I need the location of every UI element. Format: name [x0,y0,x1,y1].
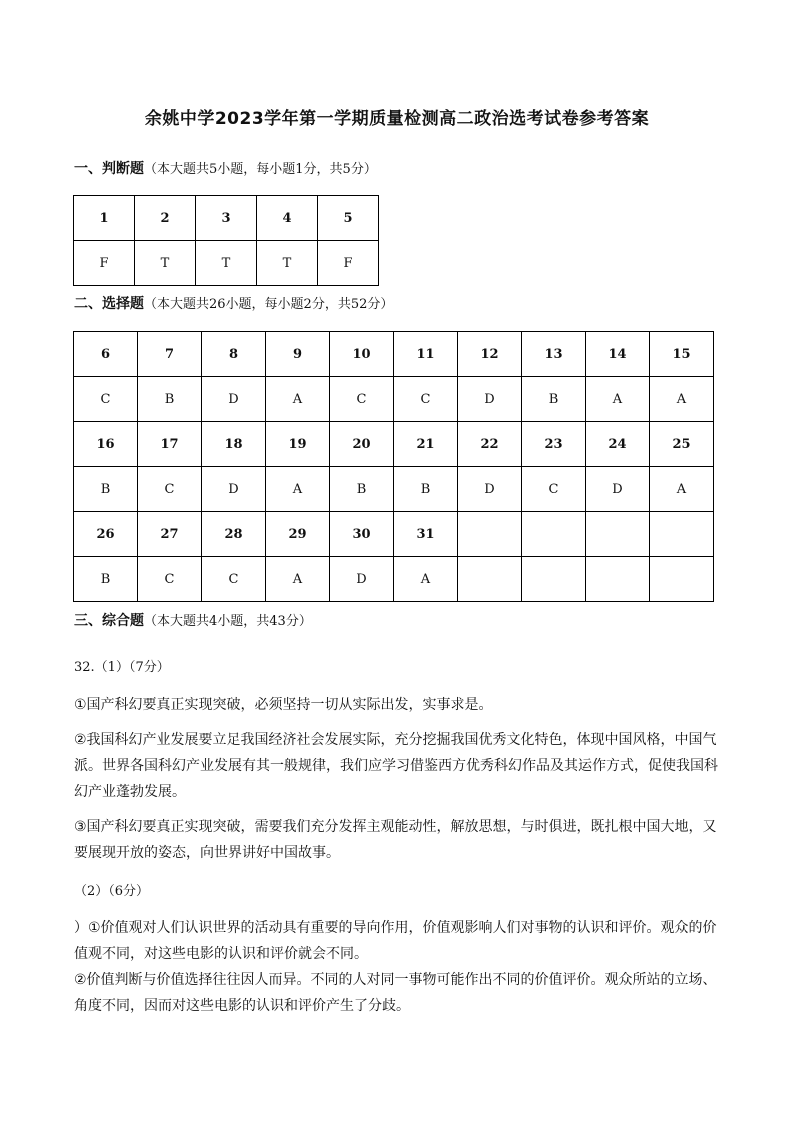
question-number: 2 [135,196,196,241]
answer-cell: A [650,467,714,512]
table-row [74,467,714,512]
answer-cell: A [266,557,330,602]
question-number: 26 [74,512,138,557]
true-false-answer-table [73,195,379,286]
question-number: 15 [650,332,714,377]
answer-block-part-1 [74,692,722,866]
question-number: 10 [330,332,394,377]
question-number: 4 [257,196,318,241]
answer-cell: C [202,557,266,602]
question-number: 1 [74,196,135,241]
answer-cell: C [138,557,202,602]
answer-cell: A [394,557,458,602]
question-number: 22 [458,422,522,467]
answer-cell: C [394,377,458,422]
section-1-note: （本大题共5小题，每小题1分，共5分） [144,162,377,177]
answer-cell [522,557,586,602]
answer-cell: C [330,377,394,422]
question-number: 31 [394,512,458,557]
section-1-heading: 一、判断题 [74,161,144,177]
question-number: 7 [138,332,202,377]
question-number [458,512,522,557]
table-row [74,557,714,602]
answer-cell: T [257,241,318,286]
answer-point: ）①价值观对人们认识世界的活动具有重要的导向作用，价值观影响人们对事物的认识和评价。观众的价值观不同，对这些电影的认识和评价就会不同。 [74,920,717,962]
question-number [586,512,650,557]
answer-cell: A [266,467,330,512]
table-row [74,422,714,467]
question-number: 11 [394,332,458,377]
question-number: 5 [318,196,379,241]
question-number: 21 [394,422,458,467]
question-number: 12 [458,332,522,377]
answer-cell: B [138,377,202,422]
section-3-heading: 三、综合题 [74,613,144,629]
question-number: 6 [74,332,138,377]
answer-block-part-2 [74,915,722,1019]
table-row [74,332,714,377]
question-number: 30 [330,512,394,557]
table-row [74,377,714,422]
question-number: 29 [266,512,330,557]
answer-cell: D [458,377,522,422]
answer-cell: T [196,241,257,286]
answer-cell: A [650,377,714,422]
question-number: 18 [202,422,266,467]
question-32-label: 32.（1）（7分） [74,660,170,675]
question-number: 19 [266,422,330,467]
answer-point: ①国产科幻要真正实现突破，必须坚持一切从实际出发，实事求是。 [74,697,493,713]
answer-cell [586,557,650,602]
section-3-header [74,610,312,630]
question-number: 16 [74,422,138,467]
answer-cell: B [330,467,394,512]
answer-cell: F [318,241,379,286]
question-number: 24 [586,422,650,467]
answer-cell: D [586,467,650,512]
answer-cell: D [202,377,266,422]
question-number: 25 [650,422,714,467]
question-number: 23 [522,422,586,467]
answer-cell [650,557,714,602]
answer-cell: B [74,467,138,512]
answer-cell: A [266,377,330,422]
answer-cell [458,557,522,602]
question-number: 27 [138,512,202,557]
answer-cell: C [74,377,138,422]
question-number: 14 [586,332,650,377]
answer-cell: C [138,467,202,512]
section-3-note: （本大题共4小题，共43分） [144,614,312,629]
table-row [74,196,379,241]
table-row [74,512,714,557]
answer-point: ②价值判断与价值选择往往因人而异。不同的人对同一事物可能作出不同的价值评价。观众所站的立场、角度不同，因而对这些电影的认识和评价产生了分歧。 [74,972,717,1014]
answer-cell: B [74,557,138,602]
answer-cell: B [522,377,586,422]
answer-cell: D [458,467,522,512]
page-title: 余姚中学2023学年第一学期质量检测高二政治选考试卷参考答案 [144,109,650,129]
question-number: 13 [522,332,586,377]
table-row [74,241,379,286]
question-number: 17 [138,422,202,467]
question-number: 28 [202,512,266,557]
question-number: 8 [202,332,266,377]
question-number [650,512,714,557]
question-number: 3 [196,196,257,241]
answer-cell: B [394,467,458,512]
question-number [522,512,586,557]
section-2-heading: 二、选择题 [74,296,144,312]
question-number: 9 [266,332,330,377]
section-2-note: （本大题共26小题，每小题2分，共52分） [144,297,394,312]
section-2-header [74,293,393,313]
answer-cell: T [135,241,196,286]
answer-point: ②我国科幻产业发展要立足我国经济社会发展实际，充分挖掘我国优秀文化特色，体现中国风格，中国气派。世界各国科幻产业发展有其一般规律，我们应学习借鉴西方优秀科幻作品及其运作方式，促使我国科幻产业蓬勃发展。 [74,732,718,800]
answer-point: ③国产科幻要真正实现突破，需要我们充分发挥主观能动性，解放思想，与时俱进，既扎根中国大地，又要展现开放的姿态，向世界讲好中国故事。 [74,819,717,861]
answer-cell: D [202,467,266,512]
answer-cell: D [330,557,394,602]
answer-cell: F [74,241,135,286]
answer-cell: A [586,377,650,422]
question-number: 20 [330,422,394,467]
multiple-choice-answer-table [73,331,714,602]
section-1-header [74,158,377,178]
answer-cell: C [522,467,586,512]
question-32-part-2-label: （2）（6分） [74,884,150,899]
